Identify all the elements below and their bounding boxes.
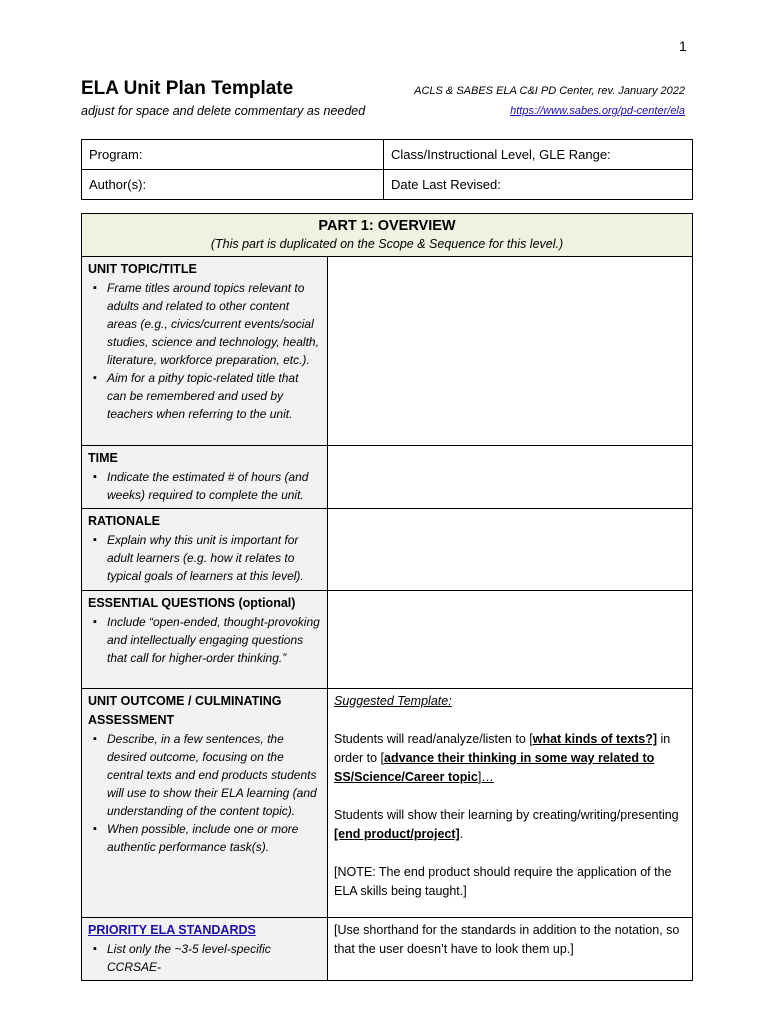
outcome-guidance: [82, 689, 328, 918]
program-cell[interactable]: Program:: [82, 140, 384, 170]
meta-table: [81, 139, 693, 200]
topic-bullet: ▪ Aim for a pithy topic-related title that can be remembered and used by teachers when referring to the unit.: [101, 369, 321, 423]
sabes-link[interactable]: https://www.sabes.org/pd-center/ela: [510, 105, 685, 117]
topic-bullet: ▪ Frame titles around topics relevant to adults and related to other content areas (e.g., civics/current events/social studies, science and technology, health, literature, workforce preparation, etc.).: [101, 279, 321, 369]
template-note: [NOTE: The end product should require the application of the ELA skills being taught.]: [334, 865, 672, 898]
overview-table: [81, 213, 693, 981]
suggested-template-heading: Suggested Template:: [334, 694, 452, 708]
time-label: TIME: [88, 451, 118, 465]
page-number: 1: [679, 38, 687, 54]
rationale-bullet: ▪ Explain why this unit is important for adult learners (e.g. how it relates to typical goals of learners at this level).: [101, 531, 321, 585]
standards-link[interactable]: PRIORITY ELA STANDARDS: [88, 923, 256, 937]
overview-header: [82, 214, 693, 257]
overview-note: (This part is duplicated on the Scope & Sequence for this level.): [210, 237, 564, 251]
org-credit: ACLS & SABES ELA C&I PD Center, rev. January 2022: [414, 85, 685, 97]
questions-bullet: ▪ Include “open-ended, thought-provoking and intellectually engaging questions that call for higher-order thinking.”: [101, 613, 321, 667]
outcome-bullet: ▪ Describe, in a few sentences, the desired outcome, focusing on the central texts and end products students will use to show their ELA learning (and understanding of the content topic).: [101, 730, 321, 820]
overview-title: PART 1: OVERVIEW: [318, 218, 456, 234]
rationale-guidance: [82, 509, 328, 591]
standards-entry[interactable]: [Use shorthand for the standards in addition to the notation, so that the user doesn’t have to look them up.]: [328, 918, 693, 981]
rationale-entry[interactable]: [328, 509, 693, 591]
authors-cell[interactable]: Author(s):: [82, 170, 384, 200]
topic-guidance: [82, 257, 328, 446]
doc-subtitle: adjust for space and delete commentary as needed: [81, 104, 366, 118]
doc-title: ELA Unit Plan Template: [81, 78, 294, 99]
standards-bullet: ▪ List only the ~3-5 level-specific CCRSAE-: [101, 940, 321, 976]
topic-label: UNIT TOPIC/TITLE: [88, 262, 197, 276]
template-paragraph-1: Students will read/analyze/listen to [what kinds of texts?] in order to [advance their thinking in some way related to SS/Science/Career topic]…: [334, 732, 671, 784]
level-cell[interactable]: Class/Instructional Level, GLE Range:: [384, 140, 693, 170]
standards-guidance: [82, 918, 328, 981]
topic-entry[interactable]: [328, 257, 693, 446]
revised-cell[interactable]: Date Last Revised:: [384, 170, 693, 200]
outcome-bullet: ▪ When possible, include one or more authentic performance task(s).: [101, 820, 321, 856]
time-bullet: ▪ Indicate the estimated # of hours (and weeks) required to complete the unit.: [101, 468, 321, 504]
questions-label: ESSENTIAL QUESTIONS (optional): [88, 596, 296, 610]
outcome-entry[interactable]: [328, 689, 693, 918]
questions-guidance: [82, 591, 328, 689]
time-entry[interactable]: [328, 446, 693, 509]
time-guidance: [82, 446, 328, 509]
rationale-label: RATIONALE: [88, 514, 160, 528]
template-paragraph-2: Students will show their learning by creating/writing/presenting [end product/project].: [334, 808, 679, 841]
questions-entry[interactable]: [328, 591, 693, 689]
outcome-label: UNIT OUTCOME / CULMINATING ASSESSMENT: [88, 694, 282, 727]
